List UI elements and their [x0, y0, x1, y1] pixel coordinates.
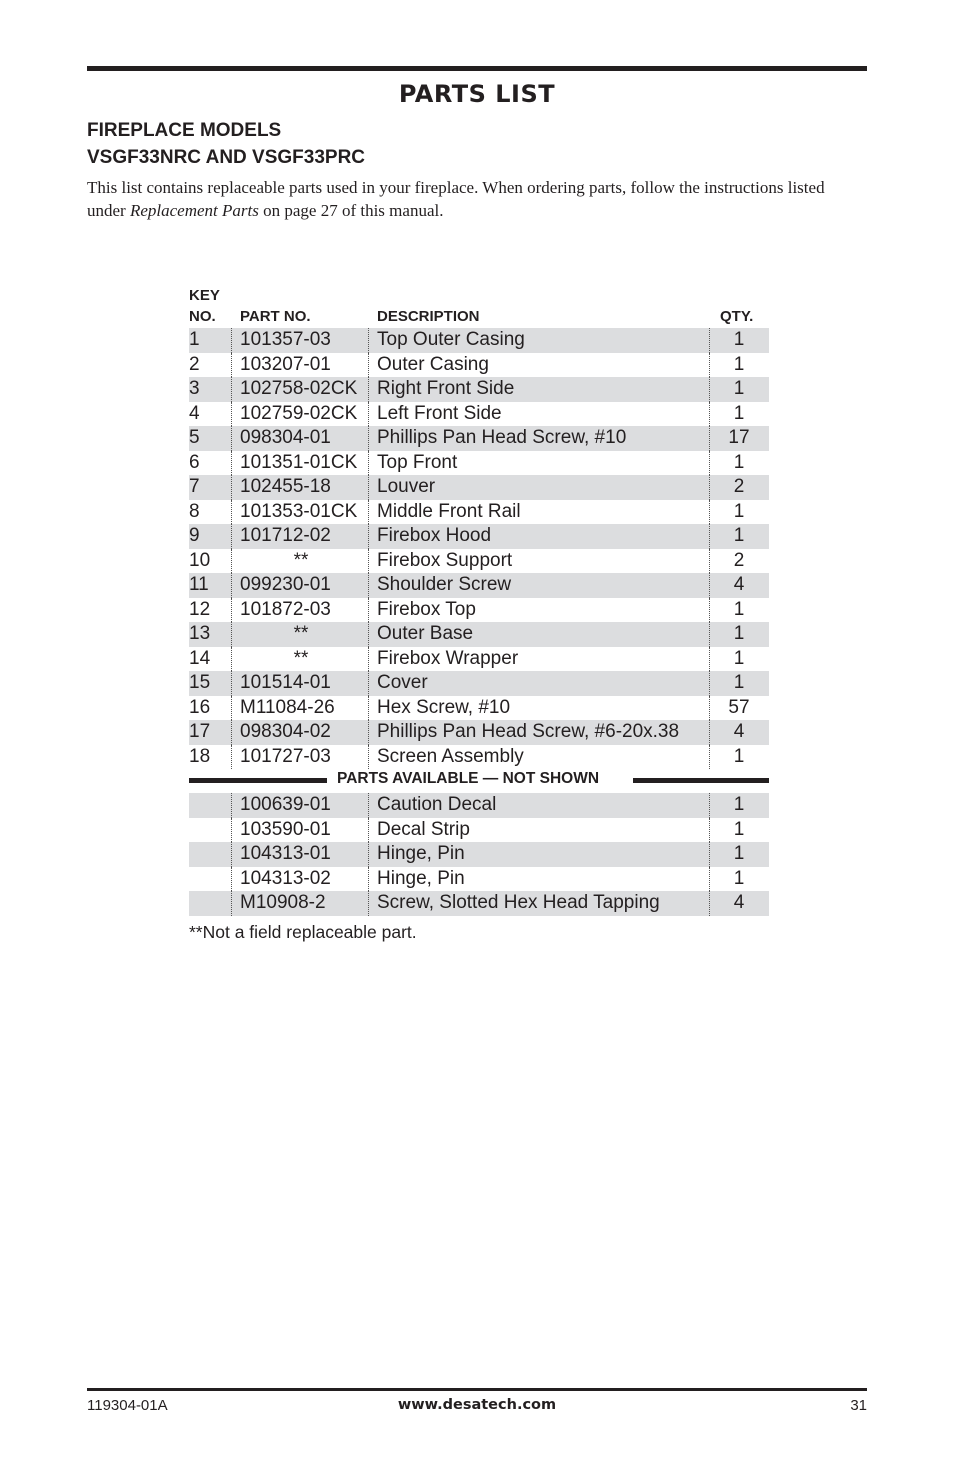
footnote: **Not a field replaceable part. — [189, 921, 417, 942]
cell-description: Caution Decal — [377, 794, 497, 815]
top-rule — [87, 66, 867, 71]
column-separator — [368, 720, 369, 745]
cell-part-no: 102759-02CK — [240, 402, 358, 424]
footer-doc-number: 119304-01A — [87, 1397, 168, 1414]
cell-key-no: 5 — [189, 427, 200, 448]
cell-qty: 1 — [733, 867, 745, 889]
cell-description: Screw, Slotted Hex Head Tapping — [377, 892, 660, 913]
cell-part-no: 101514-01 — [240, 672, 331, 693]
table-row — [189, 475, 769, 500]
cell-part-no: 101712-02 — [240, 525, 331, 546]
cell-part-no: 098304-02 — [240, 721, 331, 742]
table-row — [189, 549, 769, 574]
header-part-no: PART NO. — [240, 308, 311, 325]
cell-part-no: ** — [293, 549, 309, 571]
cell-key-no: 7 — [189, 476, 200, 497]
cell-part-no: 101872-03 — [240, 598, 331, 620]
not-shown-divider — [189, 769, 769, 793]
cell-part-no: 098304-01 — [240, 427, 331, 448]
column-separator — [368, 377, 369, 402]
table-row — [189, 745, 769, 770]
table-row — [189, 818, 769, 843]
model-heading-line1: FIREPLACE MODELS — [87, 120, 282, 141]
cell-description: Firebox Wrapper — [377, 647, 519, 669]
header-key-line1: KEY — [189, 287, 220, 304]
table-row — [189, 891, 769, 916]
bottom-rule — [87, 1388, 867, 1391]
cell-key-no: 12 — [189, 598, 211, 620]
column-separator — [231, 696, 232, 721]
cell-qty: 57 — [728, 696, 750, 718]
column-separator — [368, 696, 369, 721]
cell-part-no: ** — [293, 647, 309, 669]
cell-key-no: 8 — [189, 500, 200, 522]
column-separator — [368, 842, 369, 867]
column-separator — [368, 500, 369, 525]
column-separator — [231, 891, 232, 916]
cell-qty: 1 — [733, 598, 745, 620]
column-separator — [368, 891, 369, 916]
cell-description: Outer Base — [377, 623, 474, 644]
table-row — [189, 671, 769, 696]
column-separator — [368, 867, 369, 892]
not-shown-label: PARTS AVAILABLE — NOT SHOWN — [337, 770, 600, 787]
table-row — [189, 793, 769, 818]
cell-part-no: 104313-01 — [240, 843, 331, 864]
column-separator — [368, 573, 369, 598]
cell-description: Louver — [377, 476, 436, 497]
cell-qty: 1 — [733, 402, 745, 424]
cell-qty: 1 — [733, 843, 745, 864]
cell-key-no: 14 — [189, 647, 211, 669]
column-separator — [231, 647, 232, 672]
cell-description: Screen Assembly — [377, 745, 524, 767]
cell-part-no: 101351-01CK — [240, 451, 358, 473]
cell-description: Cover — [377, 672, 428, 693]
table-row — [189, 720, 769, 745]
parts-table — [189, 286, 769, 943]
column-separator — [231, 573, 232, 598]
column-separator — [231, 720, 232, 745]
cell-part-no: 103207-01 — [240, 353, 331, 375]
divider-bar-right — [633, 778, 769, 783]
column-separator — [231, 353, 232, 378]
column-separator — [231, 598, 232, 623]
column-separator — [231, 671, 232, 696]
cell-description: Top Outer Casing — [377, 329, 525, 350]
table-row — [189, 647, 769, 672]
column-separator — [368, 426, 369, 451]
cell-part-no: ** — [293, 623, 309, 644]
cell-key-no: 4 — [189, 402, 200, 424]
cell-part-no: 101357-03 — [240, 329, 331, 350]
cell-part-no: 100639-01 — [240, 794, 331, 815]
intro-italic-ref: Replacement Parts — [129, 201, 259, 220]
cell-part-no: 102455-18 — [240, 476, 331, 497]
cell-description: Hex Screw, #10 — [377, 696, 511, 718]
column-separator — [368, 793, 369, 818]
cell-key-no: 18 — [189, 745, 211, 767]
cell-description: Decal Strip — [377, 818, 470, 840]
cell-qty: 1 — [733, 672, 745, 693]
intro-text-2: on page 27 of this manual. — [258, 201, 444, 220]
column-separator — [368, 818, 369, 843]
table-row — [189, 524, 769, 549]
cell-key-no: 11 — [189, 574, 209, 595]
cell-qty: 1 — [733, 378, 745, 399]
divider-bar-left — [189, 778, 327, 783]
cell-key-no: 3 — [189, 378, 200, 399]
cell-qty: 1 — [733, 623, 745, 644]
column-separator — [231, 524, 232, 549]
cell-part-no: 099230-01 — [240, 574, 331, 595]
table-row — [189, 696, 769, 721]
column-separator — [231, 549, 232, 574]
column-separator — [231, 475, 232, 500]
cell-qty: 1 — [733, 451, 745, 473]
column-separator — [368, 598, 369, 623]
cell-key-no: 2 — [189, 353, 200, 375]
cell-part-no: 103590-01 — [240, 818, 331, 840]
column-separator — [231, 451, 232, 476]
intro-paragraph — [87, 176, 867, 222]
cell-qty: 2 — [733, 549, 745, 571]
table-row — [189, 353, 769, 378]
cell-qty: 1 — [733, 745, 745, 767]
cell-part-no: 102758-02CK — [240, 378, 358, 399]
cell-description: Middle Front Rail — [377, 500, 521, 522]
cell-description: Top Front — [377, 451, 458, 473]
cell-description: Firebox Hood — [377, 525, 492, 546]
column-separator — [231, 377, 232, 402]
cell-qty: 1 — [733, 647, 745, 669]
column-separator — [368, 475, 369, 500]
cell-part-no: 104313-02 — [240, 867, 331, 889]
cell-description: Phillips Pan Head Screw, #10 — [377, 427, 627, 448]
cell-description: Left Front Side — [377, 402, 502, 424]
cell-key-no: 15 — [189, 672, 211, 693]
header-description: DESCRIPTION — [377, 308, 480, 325]
table-row — [189, 622, 769, 647]
cell-key-no: 6 — [189, 451, 200, 473]
cell-key-no: 16 — [189, 696, 211, 718]
table-row — [189, 377, 769, 402]
intro-text-1: This list contains replaceable parts used in your fireplace. When ordering parts, follow the instructions listed under — [87, 178, 825, 220]
column-separator — [231, 867, 232, 892]
cell-key-no: 13 — [189, 623, 211, 644]
cell-description: Hinge, Pin — [377, 867, 465, 889]
column-separator — [368, 353, 369, 378]
cell-part-no: 101353-01CK — [240, 500, 358, 522]
header-key-line2: NO. — [189, 308, 216, 325]
cell-qty: 2 — [733, 476, 745, 497]
column-separator — [231, 328, 232, 353]
column-separator — [368, 328, 369, 353]
table-row — [189, 842, 769, 867]
cell-key-no: 1 — [189, 329, 200, 350]
column-separator — [231, 793, 232, 818]
cell-description: Right Front Side — [377, 378, 515, 399]
table-row — [189, 867, 769, 892]
model-heading-line2: VSGF33NRC AND VSGF33PRC — [87, 147, 366, 168]
cell-key-no: 17 — [189, 721, 211, 742]
cell-part-no: M11084-26 — [240, 696, 335, 718]
column-separator — [231, 745, 232, 770]
cell-qty: 17 — [728, 427, 750, 448]
cell-description: Firebox Top — [377, 598, 476, 620]
cell-part-no: 101727-03 — [240, 745, 331, 767]
footer-website: www.desatech.com — [397, 1397, 557, 1413]
column-separator — [368, 745, 369, 770]
table-row — [189, 573, 769, 598]
cell-qty: 4 — [733, 574, 745, 595]
table-row — [189, 598, 769, 623]
page-title: PARTS LIST — [398, 80, 556, 108]
cell-description: Shoulder Screw — [377, 574, 512, 595]
column-separator — [231, 622, 232, 647]
column-separator — [368, 402, 369, 427]
table-header — [189, 286, 769, 328]
parts-rows — [189, 328, 769, 769]
cell-qty: 1 — [733, 500, 745, 522]
column-separator — [368, 524, 369, 549]
not-shown-rows — [189, 793, 769, 916]
table-row — [189, 328, 769, 353]
table-row — [189, 426, 769, 451]
cell-qty: 1 — [733, 794, 745, 815]
cell-qty: 1 — [733, 525, 745, 546]
cell-part-no: M10908-2 — [240, 892, 326, 913]
table-row — [189, 500, 769, 525]
table-row — [189, 451, 769, 476]
cell-key-no: 9 — [189, 525, 200, 546]
cell-qty: 4 — [733, 721, 745, 742]
footer-page-number: 31 — [850, 1397, 867, 1414]
column-separator — [231, 842, 232, 867]
cell-qty: 1 — [733, 818, 745, 840]
cell-qty: 1 — [733, 353, 745, 375]
column-separator — [231, 402, 232, 427]
cell-description: Outer Casing — [377, 353, 489, 375]
table-row — [189, 402, 769, 427]
column-separator — [368, 671, 369, 696]
header-qty: QTY. — [720, 308, 754, 325]
cell-qty: 4 — [733, 892, 745, 913]
column-separator — [368, 451, 369, 476]
cell-description: Hinge, Pin — [377, 843, 465, 864]
cell-qty: 1 — [733, 329, 745, 350]
column-separator — [231, 426, 232, 451]
cell-description: Phillips Pan Head Screw, #6-20x.38 — [377, 721, 680, 742]
cell-description: Firebox Support — [377, 549, 513, 571]
column-separator — [231, 818, 232, 843]
cell-key-no: 10 — [189, 549, 211, 571]
column-separator — [231, 500, 232, 525]
